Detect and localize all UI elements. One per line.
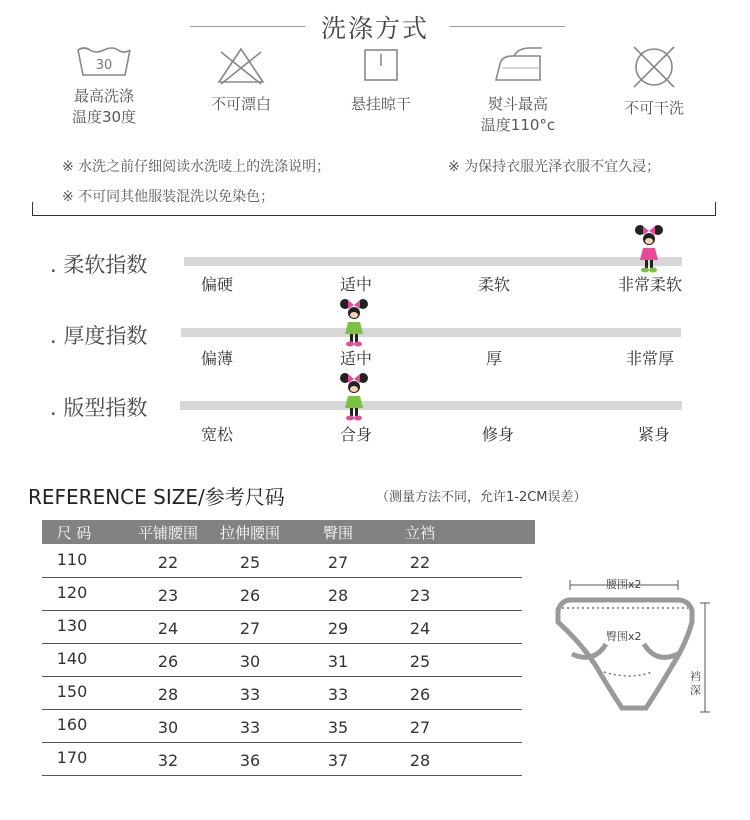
iron-110-icon [486,44,550,86]
care-item-bleach [176,44,306,115]
table-cell: 120 [56,583,88,602]
table-cell: 25 [409,652,431,671]
diagram-rise-label-1: 裆 [690,670,701,683]
care-item-hang [316,44,446,115]
table-cell: 35 [327,718,349,737]
table-cell: 140 [56,649,88,668]
table-cell: 170 [56,748,88,767]
care-label-line: 不可干洗 [623,99,684,117]
softness-label-2: 适中 [339,275,373,294]
thickness-label-1: 偏薄 [200,349,234,368]
table-cell: 22 [157,553,179,572]
softness-label-4: 非常柔软 [617,275,683,294]
table-cell: 30 [239,652,261,671]
table-row [42,610,522,644]
table-row [42,544,522,578]
table-cell: 25 [239,553,261,572]
hang-dry-icon [351,44,411,86]
table-cell: 31 [327,652,349,671]
table-cell: 30 [157,718,179,737]
thickness-label-3: 厚 [485,349,503,368]
table-cell: 26 [239,586,261,605]
minnie-marker-thickness-icon [339,296,369,348]
no-dry-clean-icon [624,44,684,90]
header-size: 尺 码 [56,524,92,542]
size-table-header [42,520,535,544]
thickness-label-4: 非常厚 [625,349,675,368]
fit-label-3: 修身 [481,425,515,444]
header-rise: 立裆 [404,524,436,542]
softness-label-3: 柔软 [477,275,511,294]
diagram-hip-label: 臀围x2 [606,630,642,643]
table-cell: 27 [409,718,431,737]
note-read-label: ※ 水洗之前仔细阅读水洗唛上的洗涤说明； [62,159,331,175]
fit-label-2: 合身 [339,425,373,444]
thickness-label-2: 适中 [339,349,373,368]
size-chart-title: REFERENCE SIZE/参考尺码 [28,485,285,509]
table-row [42,577,522,611]
table-cell: 22 [409,553,431,572]
care-item-dryclean [589,44,719,119]
care-label-hang [316,94,446,115]
note-no-soak: ※ 为保持衣服光泽衣服不宜久浸； [448,159,661,175]
wash-30-icon [74,44,134,78]
table-cell: 160 [56,715,88,734]
care-label-line: 悬挂晾干 [350,95,411,113]
care-label-wash [39,86,169,128]
care-label-dryclean [589,98,719,119]
thickness-index-title: . 厚度指数 [50,324,148,348]
table-row [42,676,522,710]
minnie-marker-fit-icon [339,370,369,422]
table-cell: 23 [157,586,179,605]
care-label-line: 温度110°c [480,116,556,134]
table-cell: 110 [56,550,88,569]
care-label-iron [453,94,583,136]
fit-index-bar [180,401,682,410]
table-cell: 130 [56,616,88,635]
wash-temp-text: 30 [95,58,113,73]
table-cell: 24 [157,619,179,638]
table-cell: 23 [409,586,431,605]
table-cell: 26 [409,685,431,704]
table-cell: 33 [239,685,261,704]
care-label-line: 熨斗最高 [487,95,548,113]
table-row [42,643,522,677]
diagram-rise-label-2: 深 [690,684,701,697]
care-item-wash [39,44,169,128]
table-cell: 28 [409,751,431,770]
table-cell: 37 [327,751,349,770]
section-bracket [32,202,716,216]
table-cell: 26 [157,652,179,671]
minnie-marker-softness-icon [634,222,664,274]
care-label-line: 最高洗涤 [73,87,134,105]
table-cell: 33 [239,718,261,737]
softness-label-1: 偏硬 [200,275,234,294]
table-cell: 24 [409,619,431,638]
softness-index-bar [184,257,682,266]
softness-index-title: . 柔软指数 [50,253,148,277]
care-item-iron [453,44,583,136]
care-label-line: 不可漂白 [210,95,271,113]
no-bleach-icon [211,44,271,86]
header-flat-waist: 平铺腰围 [137,524,199,542]
care-label-bleach [176,94,306,115]
table-row [42,709,522,743]
table-cell: 29 [327,619,349,638]
header-hip: 臀围 [322,524,354,542]
table-cell: 27 [327,553,349,572]
table-cell: 28 [157,685,179,704]
table-cell: 27 [239,619,261,638]
table-cell: 150 [56,682,88,701]
table-cell: 32 [157,751,179,770]
care-label-line: 温度30度 [71,108,137,126]
fit-label-4: 紧身 [637,425,671,444]
table-cell: 33 [327,685,349,704]
header-stretch-waist: 拉伸腰围 [219,524,281,542]
page-title: 洗涤方式 [320,14,429,43]
table-cell: 28 [327,586,349,605]
diagram-waist-label: 腰围x2 [606,578,642,591]
size-chart-note: （测量方法不同，允许1-2CM误差） [376,490,587,505]
note-separate-wash: ※ 不可同其他服装混洗以免染色； [62,189,275,205]
fit-label-1: 宽松 [200,425,234,444]
fit-index-title: . 版型指数 [50,396,148,420]
table-row [42,742,522,776]
table-cell: 36 [239,751,261,770]
thickness-index-bar [181,328,681,337]
